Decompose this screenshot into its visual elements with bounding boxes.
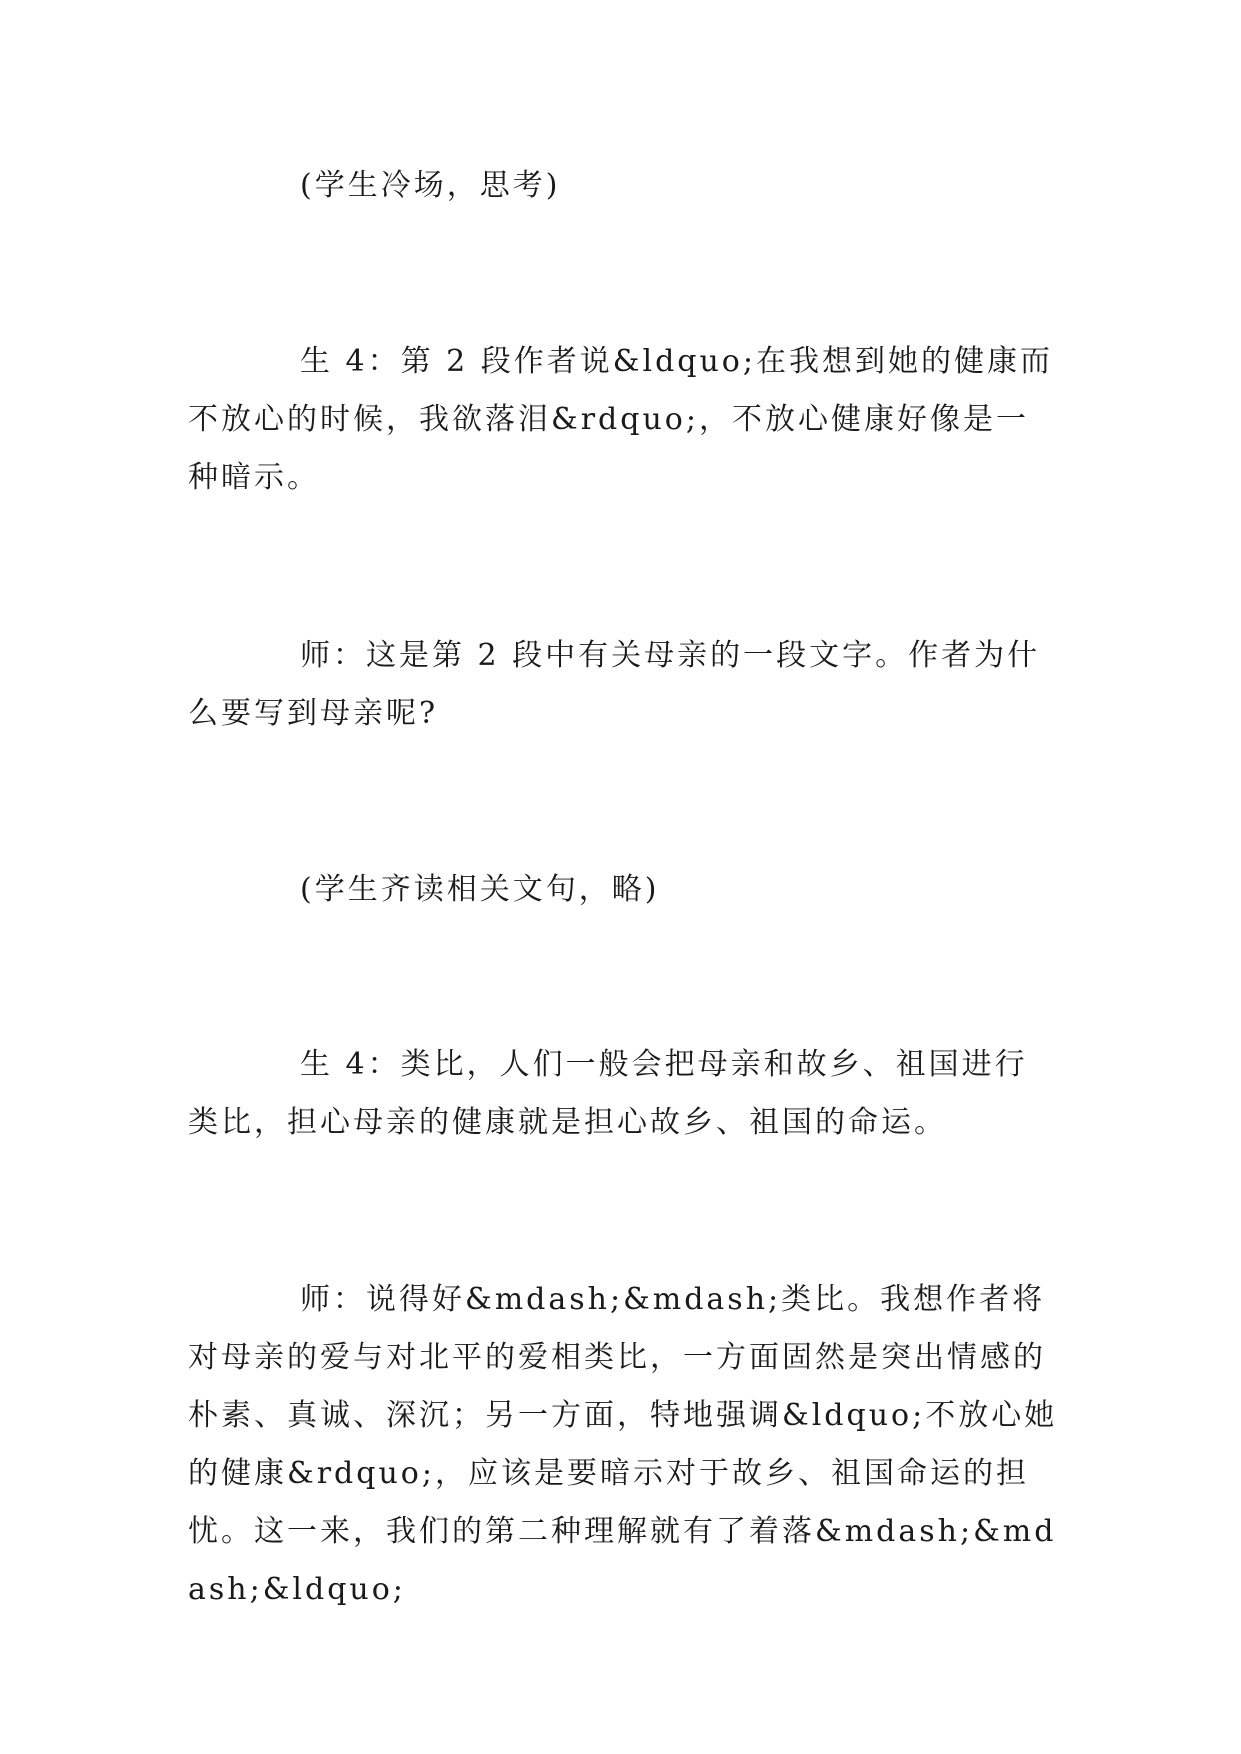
paragraph-teacher-explanation: 师：说得好&mdash;&mdash;类比。我想作者将对母亲的爱与对北平的爱相类比，一方面固然是突出情感的朴素、真诚、深沉；另一方面，特地强调&ldquo;不放心她的健康&rdquo;，应该是要暗示对于故乡、祖国命运的担忧。这一来，我们的第二种理解就有了着落&mdash;&mdash;&ldquo;: [188, 1282, 1058, 1607]
paragraph-student-silence: (学生冷场，思考): [300, 168, 561, 203]
paragraph-teacher-question: 师：这是第 2 段中有关母亲的一段文字。作者为什么要写到母亲呢?: [188, 638, 1041, 731]
paragraph-student-4-analogy: 生 4：类比，人们一般会把母亲和故乡、祖国进行类比，担心母亲的健康就是担心故乡、祖国的命运。: [188, 1047, 1028, 1140]
paragraph-students-read: (学生齐读相关文句，略): [300, 872, 660, 907]
paragraph-student-4-hint: 生 4：第 2 段作者说&ldquo;在我想到她的健康而不放心的时候，我欲落泪&rdquo;，不放心健康好像是一种暗示。: [188, 344, 1053, 495]
